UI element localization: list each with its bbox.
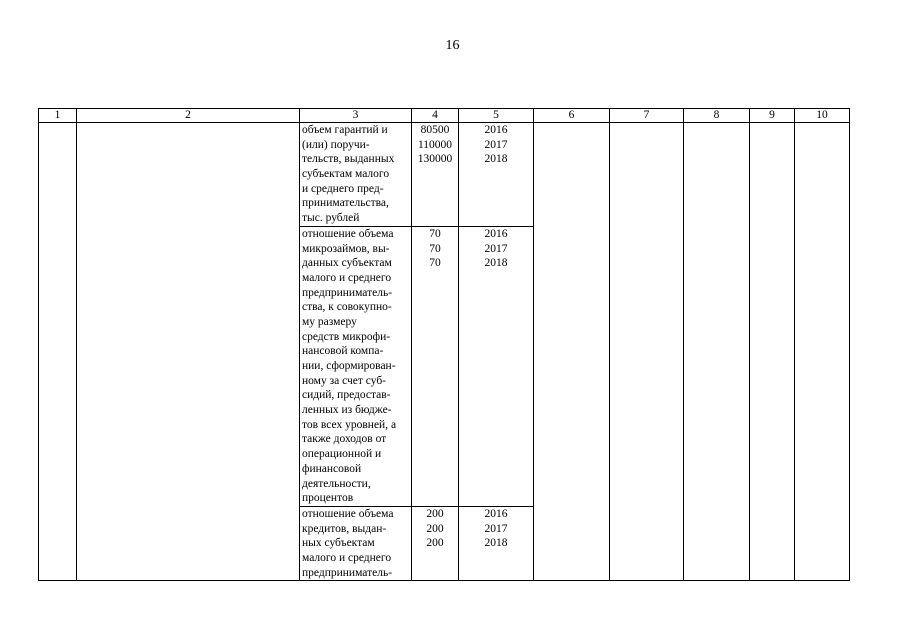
indicator-line: нии, сформирован- [302, 360, 396, 372]
value-2018: 70 [429, 257, 441, 270]
value-2016: 80500 [420, 124, 450, 136]
value-2017: 110000 [417, 138, 453, 151]
indicator-line: ных субъектам [302, 537, 375, 550]
header-cell-6: 6 [534, 109, 610, 123]
indicator-line: тов всех уровней, а [302, 418, 397, 431]
indicator-line: сидий, предостав- [302, 389, 391, 402]
col-6-cell [534, 123, 610, 581]
indicator-cell [300, 506, 412, 580]
indicator-line: тыс. рублей [302, 212, 360, 225]
indicator-line: отношение объема [302, 227, 394, 240]
value-cell [412, 506, 459, 580]
year: 2018 [484, 257, 508, 270]
indicator-line: объем гарантий и [302, 124, 388, 136]
header-cell-8: 8 [684, 109, 750, 123]
indicator-line: данных субъектам [302, 257, 392, 270]
year: 2016 [484, 227, 508, 240]
indicator-line: процентов [302, 492, 354, 505]
col-10-cell [795, 123, 850, 581]
indicator-line: предприниматель- [302, 566, 393, 579]
year: 2017 [484, 242, 508, 255]
header-cell-1: 1 [39, 109, 77, 123]
indicator-line: малого и среднего [302, 551, 392, 564]
year: 2016 [484, 124, 508, 136]
value-cell [412, 226, 459, 506]
indicator-line: кредитов, выдан- [302, 522, 387, 535]
value-2018: 200 [426, 537, 444, 550]
year: 2018 [484, 153, 508, 166]
value-2016: 70 [429, 227, 441, 240]
col-2-cell [77, 123, 300, 581]
year-cell [459, 506, 534, 580]
header-cell-10: 10 [795, 109, 850, 123]
header-cell-3: 3 [300, 109, 412, 123]
page-number: 16 [445, 38, 460, 53]
year-cell [459, 226, 534, 506]
header-row [39, 109, 850, 123]
indicator-line: средств микрофи- [302, 330, 391, 343]
header-cell-9: 9 [750, 109, 795, 123]
indicator-line: предприниматель- [302, 286, 393, 299]
year: 2016 [484, 507, 508, 520]
indicator-line: субъектам малого [302, 168, 390, 181]
indicator-line: деятельности, [302, 477, 371, 490]
indicator-line: му размеру [302, 315, 357, 328]
indicator-line: принимательства, [302, 197, 389, 210]
header-cell-7: 7 [610, 109, 684, 123]
year: 2017 [484, 522, 508, 535]
header-cell-2: 2 [77, 109, 300, 123]
year: 2018 [484, 537, 508, 550]
indicator-line: операционной и [302, 448, 382, 461]
value-cell [412, 123, 459, 227]
value-2017: 70 [429, 242, 441, 255]
indicator-line: ному за счет суб- [302, 374, 387, 387]
table-row [39, 123, 850, 227]
indicator-line: ленных из бюдже- [302, 404, 392, 417]
indicator-line: нансовой компа- [302, 345, 384, 358]
indicator-line: и среднего пред- [302, 182, 384, 195]
indicator-line: отношение объема [302, 507, 394, 520]
header-cell-4: 4 [412, 109, 459, 123]
indicator-line: финансовой [302, 462, 362, 475]
col-1-cell [39, 123, 77, 581]
indicator-cell [300, 226, 412, 506]
header-cell-5: 5 [459, 109, 534, 123]
col-9-cell [750, 123, 795, 581]
col-7-cell [610, 123, 684, 581]
indicator-cell [300, 123, 412, 227]
value-2018: 130000 [417, 153, 453, 166]
indicator-line: тельств, выданных [302, 153, 395, 166]
value-2017: 200 [426, 522, 444, 535]
indicator-line: ства, к совокупно- [302, 301, 392, 314]
year-cell [459, 123, 534, 227]
col-8-cell [684, 123, 750, 581]
indicator-line: (или) поручи- [302, 138, 370, 151]
value-2016: 200 [426, 507, 444, 520]
data-table [38, 108, 850, 581]
indicator-line: также доходов от [302, 433, 387, 446]
indicator-line: микрозаймов, вы- [302, 242, 390, 255]
indicator-line: малого и среднего [302, 271, 392, 284]
year: 2017 [484, 138, 508, 151]
